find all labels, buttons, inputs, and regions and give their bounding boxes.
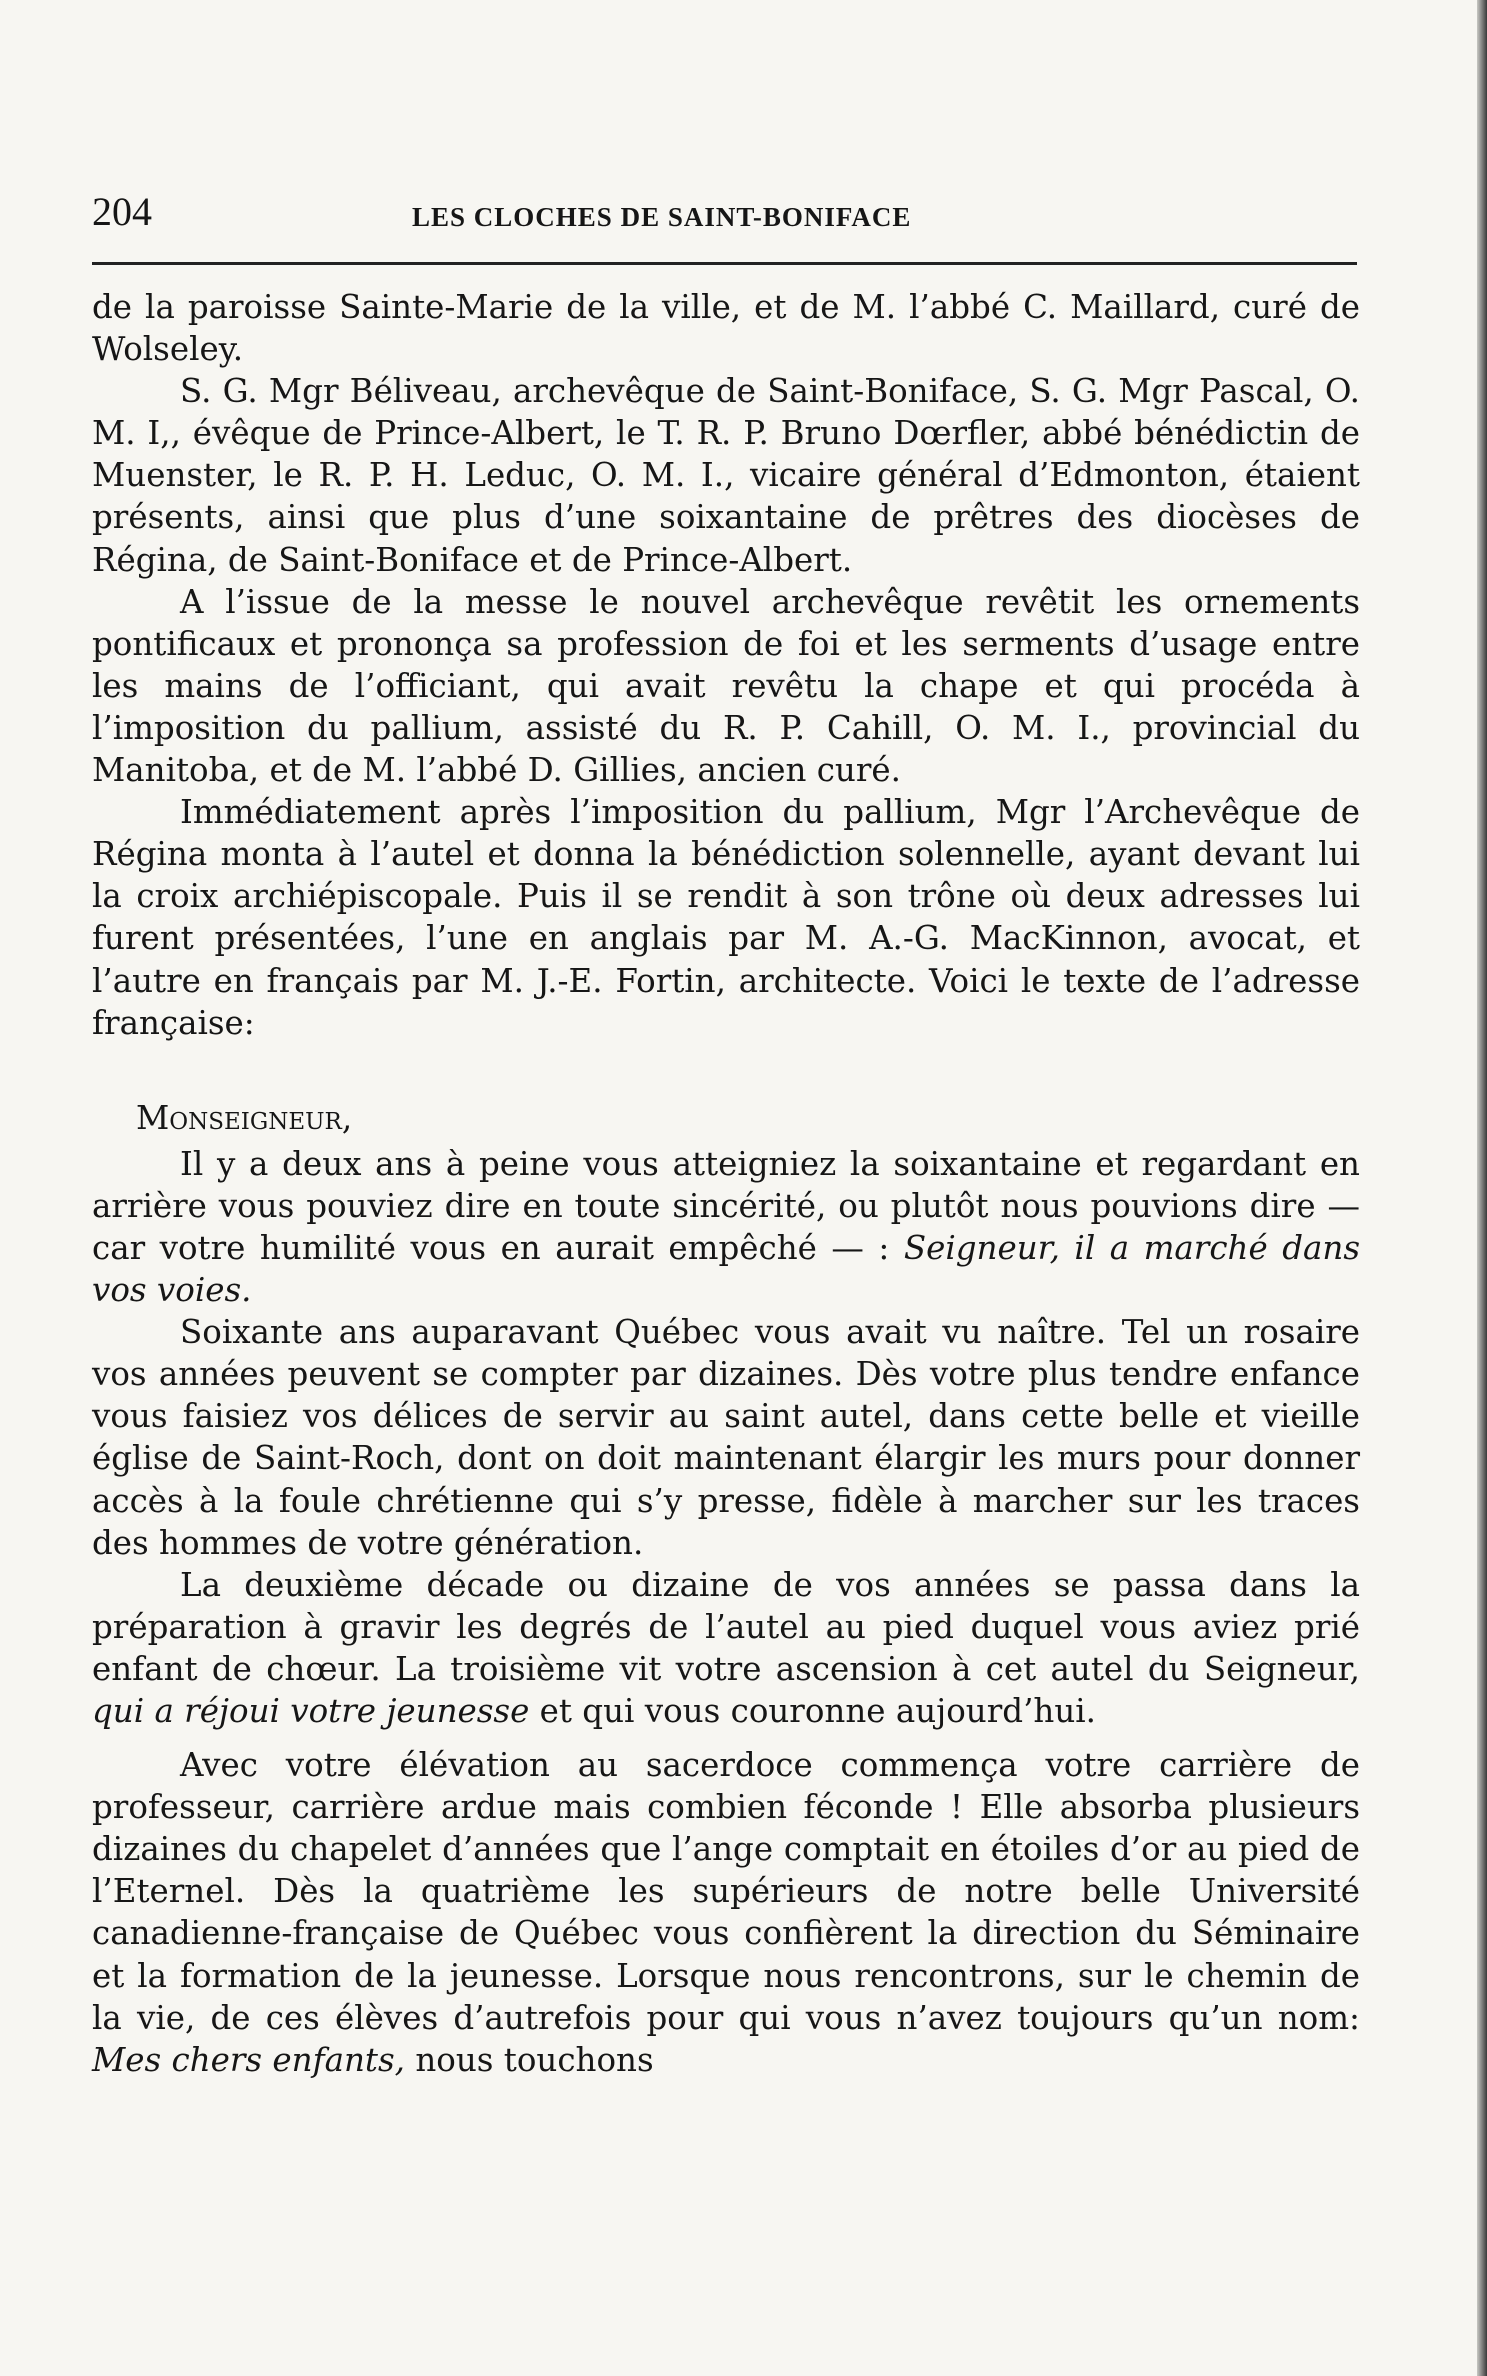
running-head: LES CLOCHES DE SAINT-BONIFACE	[412, 202, 912, 232]
paragraph-text: La deuxième décade ou dizaine de vos années se passa dans la préparation à gravir les degrés de l’autel au pied duquel vous aviez prié enfant de chœur. La troisième vit votre ascension à cet autel du Seigneur,	[92, 1565, 1360, 1688]
page-number: 204	[92, 189, 152, 234]
italic-quote: Mes chers enfants,	[92, 2040, 406, 2079]
paragraph	[92, 1143, 1360, 1311]
paragraph: Immédiatement après l’imposition du pallium, Mgr l’Archevêque de Régina monta à l’autel et donna la bénédiction solennelle, ayant devant lui la croix archiépiscopale. Puis il se rendit à son trône où deux adresses lui furent présentées, l’une en anglais par M. A.-G. MacKinnon, avocat, et l’autre en français par M. J.-E. Fortin, architecte. Voici le texte de l’adresse française:	[92, 793, 1360, 1042]
italic-quote: qui a réjoui votre jeunesse	[92, 1692, 530, 1730]
page-header	[92, 188, 1362, 248]
paragraph-text: nous touchons	[405, 2040, 654, 2079]
paragraph: S. G. Mgr Béliveau, archevêque de Saint-Boniface, S. G. Mgr Pascal, O. M. I,, évêque de Prince-Albert, le T. R. P. Bruno Dœrfler, abbé bénédictin de Muenster, le R. P. H. Leduc, O. M. I., vicaire général d’Edmonton, étaient présents, ainsi que plus d’une soixantaine de prêtres des diocèses de Régina, de Saint-Boniface et de Prince-Albert.	[92, 372, 1360, 579]
paragraph-text: Il y a deux ans à peine vous atteigniez la soixantaine et regardant en arrière vous pouviez dire en toute sincérité, ou plutôt nous pouvions dire — car votre humilité vous en aurait empêché — :	[92, 1144, 1360, 1267]
paragraph: de la paroisse Sainte-Marie de la ville, et de M. l’abbé C. Maillard, curé de Wolseley.	[92, 288, 1360, 369]
italic-quote: Seigneur, il a marché dans vos voies.	[92, 1228, 1360, 1310]
paragraph-text: et qui vous couronne aujourd’hui.	[529, 1692, 1096, 1730]
paragraph: Soixante ans auparavant Québec vous avait vu naître. Tel un rosaire vos années peuvent se compter par dizaines. Dès votre plus tendre enfance vous faisiez vos délices de servir au saint autel, dans cette belle et vieille église de Saint-Roch, dont on doit maintenant élargir les murs pour donner accès à la foule chrétienne qui s’y presse, fidèle à marcher sur les traces des hommes de votre génération.	[92, 1313, 1360, 1562]
body-text	[92, 286, 1360, 2081]
paragraph: A l’issue de la messe le nouvel archevêque revêtit les ornements pontificaux et prononça sa profession de foi et les serments d’usage entre les mains de l’officiant, qui avait revêtu la chape et qui procéda à l’imposition du pallium, assisté du R. P. Cahill, O. M. I., provincial du Manitoba, et de M. l’abbé D. Gillies, ancien curé.	[92, 582, 1360, 790]
header-rule	[92, 262, 1357, 265]
paragraph	[92, 1744, 1360, 2081]
page-edge-shadow	[1477, 0, 1487, 2376]
salutation: Monseigneur,	[136, 1098, 353, 1137]
paragraph	[92, 1564, 1360, 1732]
paragraph-text: Avec votre élévation au sacerdoce commença votre carrière de professeur, carrière ardue mais combien féconde ! Elle absorba plusieurs dizaines du chapelet d’années que l’ange comptait en étoiles d’or au pied de l’Eternel. Dès la quatrième les supérieurs de notre belle Université canadienne-française de Québec vous confièrent la direction du Séminaire et la formation de la jeunesse. Lorsque nous rencontrons, sur le chemin de la vie, de ces élèves d’autrefois pour qui vous n’avez toujours qu’un nom:	[92, 1746, 1360, 2037]
